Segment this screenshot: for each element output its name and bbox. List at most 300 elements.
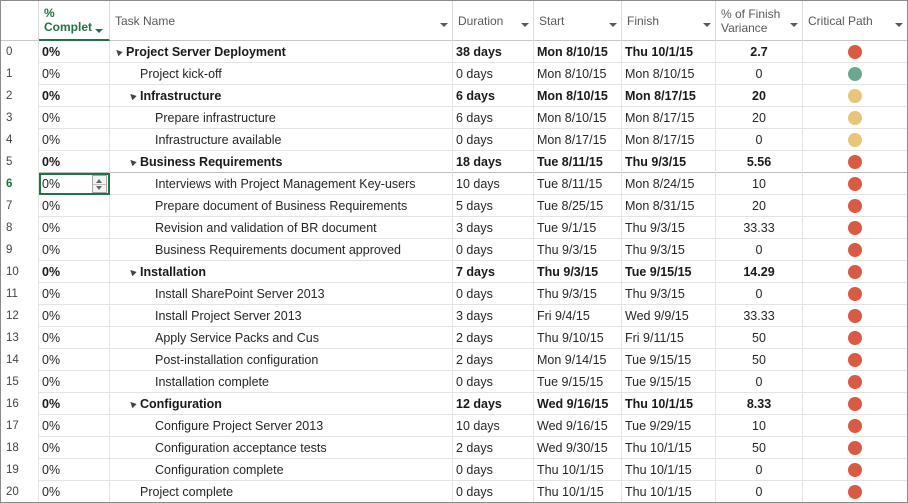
percent-complete-cell[interactable]: [39, 415, 110, 437]
duration-header[interactable]: [453, 1, 534, 41]
table-row[interactable]: [1, 217, 907, 239]
variance-cell-text: 2.7: [750, 45, 768, 59]
duration-cell[interactable]: [453, 107, 534, 129]
percent-complete-cell-text: 0%: [42, 309, 61, 323]
percent-complete-cell[interactable]: [39, 129, 110, 151]
row-id-text: 4: [6, 134, 13, 146]
variance-cell[interactable]: [716, 371, 803, 393]
critical-path-cell[interactable]: [803, 415, 907, 437]
percent-complete-cell[interactable]: [39, 327, 110, 349]
status-indicator-icon: [848, 45, 862, 59]
row-id[interactable]: [1, 217, 39, 239]
collapse-triangle-icon[interactable]: [114, 48, 122, 56]
percent-complete-cell[interactable]: [39, 195, 110, 217]
percent-complete-cell[interactable]: [39, 437, 110, 459]
start-cell[interactable]: [534, 305, 622, 327]
variance-cell[interactable]: [716, 195, 803, 217]
table-row[interactable]: [1, 261, 907, 283]
finish-cell-text: Fri 9/11/15: [625, 331, 684, 345]
row-id[interactable]: [1, 305, 39, 327]
row-id[interactable]: [1, 129, 39, 151]
critical-path-cell[interactable]: [803, 437, 907, 459]
duration-cell[interactable]: [453, 129, 534, 151]
variance-cell[interactable]: [716, 85, 803, 107]
percent-complete-cell[interactable]: [39, 283, 110, 305]
task-name-cell[interactable]: [110, 261, 453, 283]
finish-cell[interactable]: [622, 327, 716, 349]
finish-cell[interactable]: [622, 151, 716, 173]
row-id[interactable]: [1, 239, 39, 261]
finish-cell[interactable]: [622, 173, 716, 195]
row-id-text: 3: [6, 112, 13, 124]
task-name-text: Installation complete: [155, 375, 269, 389]
task-name-text: Prepare infrastructure: [155, 111, 276, 125]
row-id-text: 15: [6, 376, 19, 388]
finish-cell[interactable]: [622, 129, 716, 151]
variance-cell[interactable]: [716, 437, 803, 459]
variance-cell[interactable]: [716, 459, 803, 481]
start-cell-text: Thu 9/10/15: [537, 331, 604, 345]
row-id[interactable]: [1, 393, 39, 415]
start-cell[interactable]: [534, 217, 622, 239]
chevron-down-icon[interactable]: [703, 23, 711, 27]
start-cell[interactable]: [534, 85, 622, 107]
task-name-header-label: Task Name: [115, 14, 176, 28]
percent-complete-header[interactable]: [39, 1, 110, 41]
variance-cell-text: 33.33: [743, 309, 775, 323]
duration-cell[interactable]: [453, 151, 534, 173]
status-indicator-icon: [848, 111, 862, 125]
variance-cell[interactable]: [716, 41, 803, 63]
percent-complete-cell-text: 0%: [42, 111, 61, 125]
collapse-triangle-icon[interactable]: [128, 92, 136, 100]
table-row[interactable]: [1, 173, 907, 195]
task-name-cell[interactable]: [110, 327, 453, 349]
row-id-text: 17: [6, 420, 19, 432]
percent-complete-cell[interactable]: [39, 393, 110, 415]
duration-cell-text: 0 days: [456, 485, 493, 499]
duration-cell[interactable]: [453, 283, 534, 305]
row-id[interactable]: [1, 459, 39, 481]
task-name-cell[interactable]: [110, 415, 453, 437]
task-name-text: Project kick-off: [140, 67, 222, 81]
percent-complete-cell[interactable]: [39, 41, 110, 63]
duration-cell[interactable]: [453, 393, 534, 415]
variance-cell-text: 5.56: [746, 155, 772, 169]
task-name-cell[interactable]: [110, 393, 453, 415]
start-cell[interactable]: [534, 195, 622, 217]
row-id-text: 12: [6, 310, 19, 322]
task-name-text: Infrastructure available: [155, 133, 282, 147]
table-row[interactable]: [1, 239, 907, 261]
critical-path-cell[interactable]: [803, 239, 907, 261]
duration-cell[interactable]: [453, 261, 534, 283]
variance-cell-text: 50: [752, 441, 766, 455]
variance-cell-text: 14.29: [743, 265, 775, 279]
row-id[interactable]: [1, 283, 39, 305]
table-row[interactable]: [1, 107, 907, 129]
table-row[interactable]: [1, 415, 907, 437]
task-name-cell[interactable]: [110, 129, 453, 151]
duration-cell-text: 6 days: [456, 111, 493, 125]
finish-cell[interactable]: [622, 239, 716, 261]
duration-cell[interactable]: [453, 195, 534, 217]
finish-cell-text: Mon 8/17/15: [625, 111, 695, 125]
start-cell[interactable]: [534, 173, 622, 195]
start-cell[interactable]: [534, 261, 622, 283]
variance-cell-text: 8.33: [746, 397, 772, 411]
start-cell[interactable]: [534, 41, 622, 63]
variance-cell[interactable]: [716, 283, 803, 305]
task-name-cell[interactable]: [110, 107, 453, 129]
percent-complete-cell[interactable]: [39, 85, 110, 107]
duration-cell[interactable]: [453, 327, 534, 349]
finish-header[interactable]: [622, 1, 716, 41]
finish-cell[interactable]: [622, 41, 716, 63]
row-id[interactable]: [1, 41, 39, 63]
row-id[interactable]: [1, 327, 39, 349]
table-row[interactable]: [1, 437, 907, 459]
duration-cell-text: 2 days: [456, 353, 493, 367]
variance-header[interactable]: [716, 1, 803, 41]
row-id[interactable]: [1, 437, 39, 459]
row-id-header[interactable]: [1, 1, 39, 41]
variance-cell[interactable]: [716, 305, 803, 327]
task-name-cell[interactable]: [110, 481, 453, 503]
percent-spinner[interactable]: [92, 175, 107, 193]
table-row[interactable]: [1, 481, 907, 503]
duration-cell[interactable]: [453, 459, 534, 481]
status-indicator-icon: [848, 463, 862, 477]
finish-cell-text: Mon 8/31/15: [625, 199, 695, 213]
finish-cell-text: Mon 8/17/15: [625, 133, 695, 147]
critical-path-cell[interactable]: [803, 327, 907, 349]
table-row[interactable]: [1, 195, 907, 217]
finish-cell[interactable]: [622, 107, 716, 129]
finish-cell[interactable]: [622, 349, 716, 371]
start-cell[interactable]: [534, 393, 622, 415]
variance-cell[interactable]: [716, 63, 803, 85]
task-name-cell[interactable]: [110, 349, 453, 371]
start-cell[interactable]: [534, 459, 622, 481]
start-cell[interactable]: [534, 283, 622, 305]
chevron-down-icon[interactable]: [95, 29, 103, 33]
row-id[interactable]: [1, 195, 39, 217]
variance-cell-text: 0: [755, 485, 763, 499]
finish-cell[interactable]: [622, 85, 716, 107]
critical-path-cell[interactable]: [803, 481, 907, 503]
chevron-down-icon[interactable]: [895, 23, 903, 27]
task-name-cell[interactable]: [110, 371, 453, 393]
table-row[interactable]: [1, 283, 907, 305]
critical-path-cell[interactable]: [803, 173, 907, 195]
critical-path-cell[interactable]: [803, 85, 907, 107]
finish-cell[interactable]: [622, 261, 716, 283]
chevron-down-icon[interactable]: [609, 23, 617, 27]
critical-path-cell[interactable]: [803, 41, 907, 63]
start-cell[interactable]: [534, 415, 622, 437]
status-indicator-icon: [848, 441, 862, 455]
finish-cell[interactable]: [622, 371, 716, 393]
start-header[interactable]: [534, 1, 622, 41]
task-name-cell[interactable]: [110, 217, 453, 239]
finish-cell[interactable]: [622, 283, 716, 305]
row-id[interactable]: [1, 107, 39, 129]
table-row[interactable]: [1, 349, 907, 371]
status-indicator-icon: [848, 287, 862, 301]
duration-cell[interactable]: [453, 85, 534, 107]
spin-up-icon[interactable]: [96, 179, 102, 183]
task-name-cell[interactable]: [110, 173, 453, 195]
start-cell[interactable]: [534, 239, 622, 261]
collapse-triangle-icon[interactable]: [128, 158, 136, 166]
status-indicator-icon: [848, 265, 862, 279]
start-cell[interactable]: [534, 63, 622, 85]
task-name-cell[interactable]: [110, 41, 453, 63]
variance-cell[interactable]: [716, 261, 803, 283]
critical-path-cell[interactable]: [803, 349, 907, 371]
percent-complete-cell-text: 0%: [42, 331, 61, 345]
row-id[interactable]: [1, 173, 39, 195]
table-row[interactable]: [1, 151, 907, 173]
row-id[interactable]: [1, 415, 39, 437]
variance-cell[interactable]: [716, 393, 803, 415]
task-name-cell[interactable]: [110, 305, 453, 327]
finish-cell[interactable]: [622, 459, 716, 481]
percent-complete-cell[interactable]: [39, 459, 110, 481]
critical-path-cell[interactable]: [803, 305, 907, 327]
start-cell-text: Tue 9/1/15: [537, 221, 597, 235]
finish-cell[interactable]: [622, 63, 716, 85]
start-cell-text: Thu 10/1/15: [537, 463, 604, 477]
start-cell-text: Mon 8/10/15: [537, 89, 608, 103]
start-cell[interactable]: [534, 107, 622, 129]
percent-complete-cell[interactable]: [39, 349, 110, 371]
duration-cell[interactable]: [453, 415, 534, 437]
task-name-text: Infrastructure: [140, 89, 222, 103]
duration-cell-text: 2 days: [456, 331, 493, 345]
row-id-text: 18: [6, 442, 19, 454]
collapse-triangle-icon[interactable]: [128, 268, 136, 276]
row-id[interactable]: [1, 261, 39, 283]
start-cell-text: Thu 9/3/15: [537, 287, 597, 301]
row-id[interactable]: [1, 85, 39, 107]
variance-cell[interactable]: [716, 481, 803, 503]
row-id[interactable]: [1, 481, 39, 503]
variance-cell[interactable]: [716, 217, 803, 239]
status-indicator-icon: [848, 397, 862, 411]
table-row[interactable]: [1, 371, 907, 393]
task-name-text: Install SharePoint Server 2013: [155, 287, 325, 301]
duration-cell-text: 10 days: [456, 419, 500, 433]
variance-cell-text: 10: [752, 419, 766, 433]
start-cell[interactable]: [534, 437, 622, 459]
start-cell[interactable]: [534, 349, 622, 371]
row-id-text: 11: [6, 288, 18, 300]
percent-complete-cell-text: 0%: [42, 463, 61, 477]
chevron-down-icon[interactable]: [521, 23, 529, 27]
variance-cell[interactable]: [716, 173, 803, 195]
table-row[interactable]: [1, 63, 907, 85]
finish-cell[interactable]: [622, 437, 716, 459]
critical-path-cell[interactable]: [803, 195, 907, 217]
row-id[interactable]: [1, 349, 39, 371]
start-cell-text: Tue 8/11/15: [537, 155, 603, 169]
task-name-text: Install Project Server 2013: [155, 309, 302, 323]
duration-cell-text: 0 days: [456, 243, 493, 257]
finish-cell-text: Tue 9/15/15: [625, 265, 692, 279]
table-row[interactable]: [1, 129, 907, 151]
start-cell-text: Mon 8/17/15: [537, 133, 607, 147]
row-id[interactable]: [1, 371, 39, 393]
task-name-cell[interactable]: [110, 151, 453, 173]
table-row[interactable]: [1, 305, 907, 327]
status-indicator-icon: [848, 221, 862, 235]
variance-cell-text: 33.33: [743, 221, 775, 235]
percent-complete-cell-text: 0%: [42, 265, 61, 279]
percent-complete-cell[interactable]: [39, 217, 110, 239]
duration-cell[interactable]: [453, 217, 534, 239]
row-id-text: 10: [6, 266, 19, 278]
percent-complete-cell[interactable]: [39, 305, 110, 327]
duration-cell[interactable]: [453, 41, 534, 63]
finish-cell[interactable]: [622, 481, 716, 503]
duration-cell[interactable]: [453, 305, 534, 327]
duration-header-label: Duration: [458, 14, 504, 28]
task-name-cell[interactable]: [110, 63, 453, 85]
percent-complete-cell[interactable]: [39, 239, 110, 261]
finish-cell-text: Thu 9/3/15: [625, 155, 687, 169]
critical-path-cell[interactable]: [803, 129, 907, 151]
variance-cell[interactable]: [716, 349, 803, 371]
critical-path-cell[interactable]: [803, 217, 907, 239]
task-name-cell[interactable]: [110, 437, 453, 459]
percent-complete-cell[interactable]: [39, 63, 110, 85]
variance-cell[interactable]: [716, 415, 803, 437]
start-cell[interactable]: [534, 371, 622, 393]
finish-cell[interactable]: [622, 415, 716, 437]
duration-cell[interactable]: [453, 63, 534, 85]
duration-cell[interactable]: [453, 437, 534, 459]
finish-cell-text: Thu 10/1/15: [625, 441, 692, 455]
status-indicator-icon: [848, 331, 862, 345]
critical-path-header[interactable]: [803, 1, 907, 41]
duration-cell-text: 18 days: [456, 155, 502, 169]
variance-cell-text: 50: [752, 331, 766, 345]
critical-path-cell[interactable]: [803, 63, 907, 85]
status-indicator-icon: [848, 375, 862, 389]
finish-cell-text: Thu 10/1/15: [625, 45, 694, 59]
finish-cell[interactable]: [622, 217, 716, 239]
start-cell[interactable]: [534, 151, 622, 173]
percent-complete-cell[interactable]: [39, 151, 110, 173]
finish-cell-text: Tue 9/15/15: [625, 375, 692, 389]
task-name-cell[interactable]: [110, 459, 453, 481]
duration-cell[interactable]: [453, 481, 534, 503]
collapse-triangle-icon[interactable]: [128, 400, 136, 408]
variance-cell[interactable]: [716, 327, 803, 349]
row-id[interactable]: [1, 63, 39, 85]
variance-cell[interactable]: [716, 129, 803, 151]
table-row[interactable]: [1, 459, 907, 481]
task-name-header[interactable]: [110, 1, 453, 41]
percent-complete-cell[interactable]: [39, 107, 110, 129]
finish-header-label: Finish: [627, 14, 660, 28]
duration-cell[interactable]: [453, 239, 534, 261]
task-name-cell[interactable]: [110, 85, 453, 107]
percent-complete-cell[interactable]: [39, 261, 110, 283]
start-cell[interactable]: [534, 327, 622, 349]
start-cell-text: Tue 8/25/15: [537, 199, 604, 213]
critical-path-cell[interactable]: [803, 393, 907, 415]
start-header-label: Start: [539, 14, 565, 28]
finish-cell-text: Thu 9/3/15: [625, 243, 685, 257]
critical-path-header-label: Critical Path: [808, 14, 873, 28]
finish-cell[interactable]: [622, 393, 716, 415]
duration-cell-text: 0 days: [456, 375, 493, 389]
critical-path-cell[interactable]: [803, 151, 907, 173]
variance-cell[interactable]: [716, 239, 803, 261]
variance-cell-text: 50: [752, 353, 766, 367]
table-row[interactable]: [1, 41, 907, 63]
duration-cell[interactable]: [453, 371, 534, 393]
duration-cell-text: 3 days: [456, 309, 493, 323]
task-name-text: Configure Project Server 2013: [155, 419, 324, 433]
percent-complete-cell-text: 0%: [42, 67, 61, 81]
variance-cell-text: 10: [752, 177, 766, 191]
task-name-cell[interactable]: [110, 283, 453, 305]
row-id[interactable]: [1, 151, 39, 173]
critical-path-cell[interactable]: [803, 107, 907, 129]
percent-complete-cell-text: 0%: [42, 375, 61, 389]
critical-path-cell[interactable]: [803, 371, 907, 393]
duration-cell[interactable]: [453, 173, 534, 195]
task-name-cell[interactable]: [110, 239, 453, 261]
spin-down-icon[interactable]: [96, 186, 102, 190]
critical-path-cell[interactable]: [803, 459, 907, 481]
start-cell[interactable]: [534, 129, 622, 151]
task-name-cell[interactable]: [110, 195, 453, 217]
percent-complete-cell-text: 0%: [42, 243, 61, 257]
start-cell[interactable]: [534, 481, 622, 503]
table-row[interactable]: [1, 327, 907, 349]
variance-cell-text: 20: [752, 89, 766, 103]
chevron-down-icon[interactable]: [790, 23, 798, 27]
finish-cell[interactable]: [622, 195, 716, 217]
table-row[interactable]: [1, 85, 907, 107]
table-row[interactable]: [1, 393, 907, 415]
percent-complete-cell-text: 0%: [42, 397, 61, 411]
duration-cell[interactable]: [453, 349, 534, 371]
start-cell-text: Thu 9/3/15: [537, 265, 599, 279]
task-name-text: Business Requirements: [140, 155, 283, 169]
variance-cell[interactable]: [716, 107, 803, 129]
start-cell-text: Thu 9/3/15: [537, 243, 597, 257]
variance-cell[interactable]: [716, 151, 803, 173]
critical-path-cell[interactable]: [803, 283, 907, 305]
percent-complete-cell[interactable]: [39, 481, 110, 503]
start-cell-text: Mon 8/10/15: [537, 45, 608, 59]
finish-cell[interactable]: [622, 305, 716, 327]
chevron-down-icon[interactable]: [440, 23, 448, 27]
start-cell-text: Mon 8/10/15: [537, 111, 607, 125]
variance-cell-text: 0: [755, 243, 763, 257]
status-indicator-icon: [848, 485, 862, 499]
critical-path-cell[interactable]: [803, 261, 907, 283]
percent-complete-cell[interactable]: [39, 371, 110, 393]
percent-complete-cell-text: 0%: [42, 441, 61, 455]
status-indicator-icon: [848, 177, 862, 191]
